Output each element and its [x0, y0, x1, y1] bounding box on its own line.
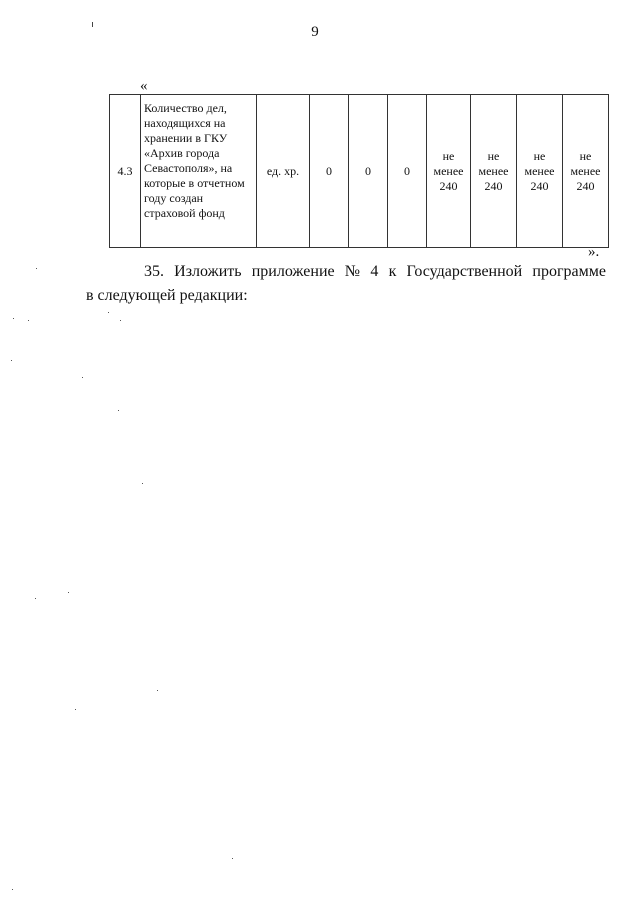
value-cell-5	[471, 95, 517, 248]
scan-speck	[13, 318, 14, 319]
value-cell-4-line2: менее	[433, 163, 464, 178]
value-cell-5-line2: менее	[478, 163, 509, 178]
unit-cell: ед. хр.	[257, 95, 310, 248]
value-cell-2: 0	[349, 95, 388, 248]
scan-speck	[118, 410, 119, 411]
opening-quote-mark: «	[140, 78, 148, 94]
scan-speck	[108, 312, 109, 313]
scan-speck	[75, 709, 76, 710]
paragraph-line-2: в следующей редакции:	[86, 287, 248, 304]
scan-speck	[92, 22, 93, 27]
paragraph-line-1: 35. Изложить приложение № 4 к Государственной программе	[144, 263, 606, 280]
table-row	[110, 95, 609, 248]
scan-speck	[11, 360, 12, 361]
scan-speck	[82, 377, 83, 378]
scan-speck	[120, 320, 121, 321]
scan-speck	[68, 592, 69, 593]
value-cell-6-line1: не	[533, 148, 546, 163]
value-cell-1: 0	[310, 95, 349, 248]
value-cell-3: 0	[388, 95, 427, 248]
page-number: 9	[311, 24, 319, 40]
scan-speck	[142, 483, 143, 484]
value-cell-7	[563, 95, 609, 248]
indicator-name-cell: Количество дел, находящихся на хранении в ГКУ «Архив города Севастополя», на которые в отчетном году создан страховой фонд	[141, 95, 257, 248]
value-cell-4	[427, 95, 471, 248]
indicator-table	[109, 94, 609, 248]
value-cell-7-line1: не	[579, 148, 592, 163]
scan-speck	[35, 598, 36, 599]
value-cell-5-line3: 240	[484, 178, 503, 193]
value-cell-7-line2: менее	[570, 163, 601, 178]
value-cell-6-line2: менее	[524, 163, 555, 178]
amendment-paragraph	[86, 260, 606, 308]
value-cell-7-line3: 240	[576, 178, 595, 193]
row-number-cell: 4.3	[110, 95, 141, 248]
value-cell-6-line3: 240	[530, 178, 549, 193]
scan-speck	[232, 858, 233, 859]
value-cell-4-line1: не	[442, 148, 455, 163]
scan-speck	[36, 268, 37, 269]
value-cell-4-line3: 240	[439, 178, 458, 193]
scan-speck	[28, 320, 29, 321]
scan-speck	[157, 690, 158, 691]
closing-quote-mark: ».	[588, 244, 600, 260]
scan-speck	[12, 889, 13, 890]
value-cell-5-line1: не	[487, 148, 500, 163]
value-cell-6	[517, 95, 563, 248]
